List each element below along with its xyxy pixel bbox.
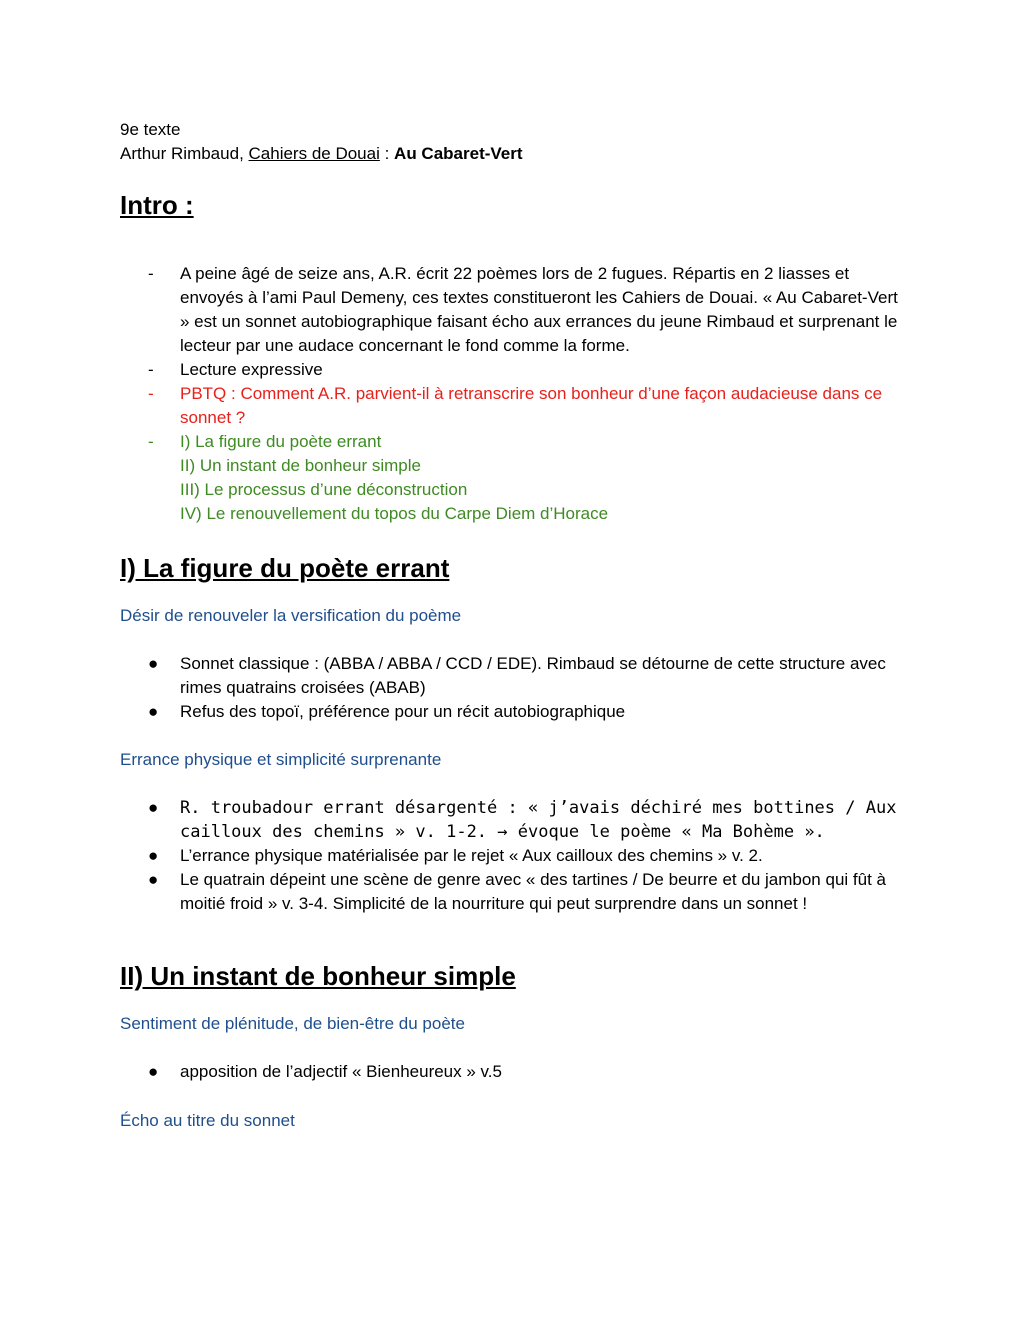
- part1-subheading-1: Désir de renouveler la versification du poème: [120, 606, 462, 625]
- text-number: 9e texte: [120, 120, 181, 139]
- list-item: [120, 796, 898, 844]
- list-item: [120, 358, 898, 382]
- collection-title: Cahiers de Douai: [248, 144, 380, 163]
- problematic-item: [120, 382, 898, 430]
- plan-line: II) Un instant de bonheur simple: [180, 456, 421, 475]
- dash-marker: -: [148, 384, 154, 403]
- bullet-marker: ●: [148, 798, 159, 817]
- list-item-text: A peine âgé de seize ans, A.R. écrit 22 poèmes lors de 2 fugues. Répartis en 2 liasses et envoyés à l’ami Paul Demeny, ces textes constitueront les Cahiers de Douai. « Au Cabaret-Vert » est un sonnet autobiographique faisant écho aux errances du jeune Rimbaud et surprenant le lecteur par une audace concernant le fond comme la forme.: [180, 264, 898, 355]
- bullet-marker: ●: [148, 846, 159, 865]
- list-item: [120, 262, 898, 358]
- intro-heading: Intro :: [120, 190, 194, 220]
- dash-marker: -: [148, 360, 154, 379]
- separator: ,: [239, 144, 249, 163]
- bullet-marker: ●: [148, 1062, 159, 1081]
- bullet-marker: ●: [148, 702, 159, 721]
- list-item: [120, 652, 898, 700]
- dash-marker: -: [148, 264, 154, 283]
- list-item-text: Lecture expressive: [180, 360, 323, 379]
- intro-list: [120, 262, 900, 526]
- plan-item: [120, 430, 898, 526]
- list-item-text: Sonnet classique : (ABBA / ABBA / CCD / EDE). Rimbaud se détourne de cette structure avec rimes quatrains croisées (ABAB): [180, 654, 886, 697]
- list-item: [120, 844, 898, 868]
- dash-marker: -: [148, 432, 154, 451]
- part2-list-1: [120, 1060, 900, 1084]
- part2-subheading-2: Écho au titre du sonnet: [120, 1111, 295, 1130]
- part1-list-1: [120, 652, 900, 724]
- part1-heading: I) La figure du poète errant: [120, 553, 450, 583]
- plan-line: I) La figure du poète errant: [180, 432, 382, 451]
- list-item-text: Refus des topoï, préférence pour un récit autobiographique: [180, 702, 626, 721]
- list-item-text: apposition de l’adjectif « Bienheureux » v.5: [180, 1062, 502, 1081]
- list-item-text: L’errance physique matérialisée par le rejet « Aux cailloux des chemins » v. 2.: [180, 846, 763, 865]
- list-item: [120, 868, 898, 916]
- plan-line: III) Le processus d’une déconstruction: [180, 480, 468, 499]
- list-item: [120, 700, 898, 724]
- document-page: [120, 118, 900, 1133]
- list-item: [120, 1060, 898, 1084]
- poem-title: Au Cabaret-Vert: [394, 144, 523, 163]
- list-item-text: R. troubadour errant désargenté : « j’avais déchiré mes bottines / Aux cailloux des chemins » v. 1-2. → évoque le poème « Ma Bohème ».: [180, 798, 897, 842]
- plan-line: IV) Le renouvellement du topos du Carpe Diem d’Horace: [180, 504, 609, 523]
- list-item-text: Le quatrain dépeint une scène de genre avec « des tartines / De beurre et du jambon qui fût à moitié froid » v. 3-4. Simplicité de la nourriture qui peut surprendre dans un sonnet !: [180, 870, 886, 913]
- part2-subheading-1: Sentiment de plénitude, de bien-être du poète: [120, 1014, 465, 1033]
- bullet-marker: ●: [148, 870, 159, 889]
- part1-subheading-2: Errance physique et simplicité surprenante: [120, 750, 442, 769]
- author: Arthur Rimbaud: [120, 144, 240, 163]
- part1-list-2: [120, 796, 900, 916]
- title-line: [120, 142, 900, 166]
- problematic-text: PBTQ : Comment A.R. parvient-il à retranscrire son bonheur d’une façon audacieuse dans ce sonnet ?: [180, 384, 883, 427]
- bullet-marker: ●: [148, 654, 159, 673]
- colon: :: [379, 144, 395, 163]
- part2-heading: II) Un instant de bonheur simple: [120, 961, 516, 991]
